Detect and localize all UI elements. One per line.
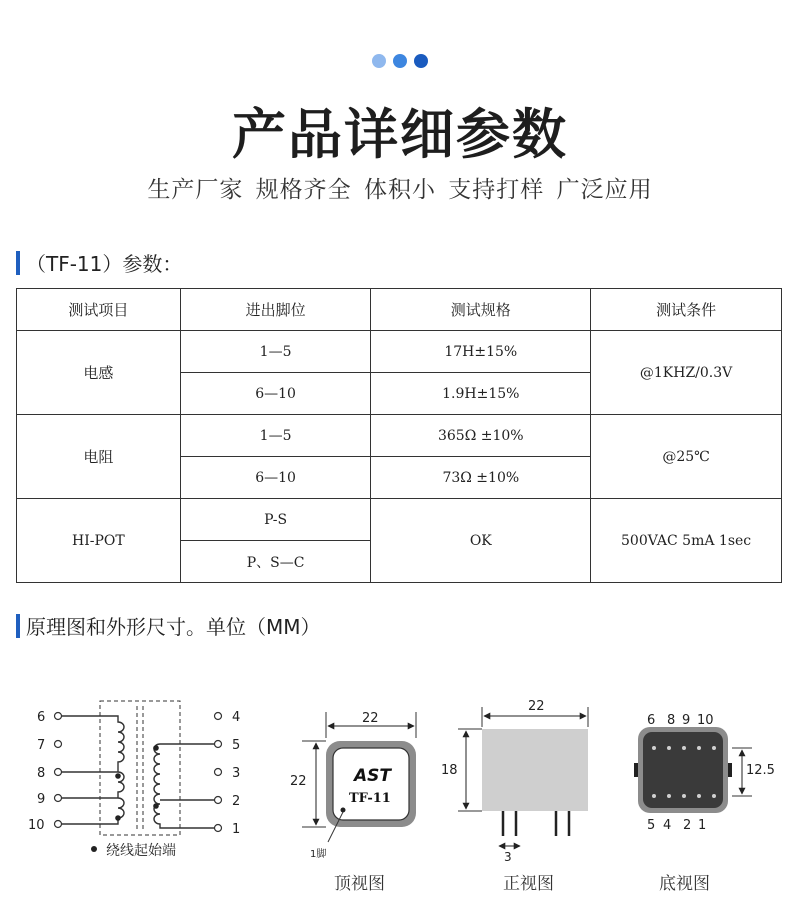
table-header-row xyxy=(17,289,782,331)
bottom-pin-label: 10 xyxy=(697,713,714,728)
bottom-view-diagram xyxy=(634,713,775,833)
params-heading xyxy=(16,248,182,277)
height-dim-label: 18 xyxy=(441,763,458,778)
model-label: TF-11 xyxy=(349,791,391,806)
pin-label: 8 xyxy=(37,766,46,781)
front-body xyxy=(482,729,588,811)
spec-cell: 17H±15% xyxy=(371,331,591,373)
pin-label: 6 xyxy=(37,710,46,725)
dot-dark xyxy=(414,54,428,68)
table-row xyxy=(17,415,782,457)
terminal xyxy=(55,821,62,828)
legend-dot xyxy=(91,846,97,852)
pin-hole xyxy=(697,746,701,750)
heading-accent-bar xyxy=(16,614,20,638)
schematic-diagram xyxy=(28,701,240,859)
core-outline xyxy=(100,701,180,835)
winding-start-dot xyxy=(115,773,121,779)
heading-accent-bar xyxy=(16,251,20,275)
pin-hole xyxy=(667,794,671,798)
pin-cell: P、S—C xyxy=(180,541,371,583)
bottom-pin-label: 4 xyxy=(663,818,672,833)
top-view-diagram xyxy=(290,711,416,860)
test-item-resistance: 电阻 xyxy=(17,415,181,499)
bottom-pin-label: 1 xyxy=(698,818,707,833)
pin-label: 3 xyxy=(232,766,241,781)
condition-cell: @25℃ xyxy=(591,415,782,499)
height-dim-label: 22 xyxy=(290,774,307,789)
dot-medium xyxy=(393,54,407,68)
pin-hole xyxy=(712,746,716,750)
condition-cell: 500VAC 5mA 1sec xyxy=(591,499,782,583)
terminal xyxy=(55,741,62,748)
pin-cell: 6—10 xyxy=(180,457,371,499)
bottom-pin-label: 9 xyxy=(682,713,691,728)
spec-cell: OK xyxy=(371,499,591,583)
front-view-diagram xyxy=(441,699,588,864)
pin-hole xyxy=(697,794,701,798)
pin-cell: 1—5 xyxy=(180,331,371,373)
bottom-view-caption: 底视图 xyxy=(659,874,710,894)
secondary-coil xyxy=(154,744,216,828)
pin-hole xyxy=(682,746,686,750)
column-header: 进出脚位 xyxy=(180,289,371,331)
pin1-marker xyxy=(341,808,346,813)
condition-cell: @1KHZ/0.3V xyxy=(591,331,782,415)
top-view-caption: 顶视图 xyxy=(334,874,385,894)
bottom-pin-label: 6 xyxy=(647,713,656,728)
pin-cell: 1—5 xyxy=(180,415,371,457)
pitch-dim-label: 3 xyxy=(504,850,512,864)
pin-hole xyxy=(667,746,671,750)
spec-cell: 365Ω ±10% xyxy=(371,415,591,457)
pin-label: 9 xyxy=(37,792,46,807)
pin-label: 4 xyxy=(232,710,241,725)
pin-label: 5 xyxy=(232,738,241,753)
dot-light xyxy=(372,54,386,68)
winding-start-note: 绕线起始端 xyxy=(106,843,176,859)
height-dim-label: 12.5 xyxy=(746,763,775,778)
terminal xyxy=(215,797,222,804)
primary-coil xyxy=(60,716,124,824)
column-header: 测试条件 xyxy=(591,289,782,331)
pin-cell: P-S xyxy=(180,499,371,541)
pin-hole xyxy=(682,794,686,798)
pin1-label: 1脚 xyxy=(310,849,327,860)
terminal xyxy=(55,795,62,802)
pin-label: 7 xyxy=(37,738,46,753)
pin-label: 2 xyxy=(232,794,241,809)
pin-label: 10 xyxy=(28,818,45,833)
width-dim-label: 22 xyxy=(528,699,545,714)
diagram-heading xyxy=(16,611,321,640)
bottom-pin-label: 5 xyxy=(647,818,656,833)
decorative-dots xyxy=(0,54,800,68)
diagram-heading-text: 原理图和外形尺寸。单位（MM） xyxy=(26,615,321,639)
terminal xyxy=(215,769,222,776)
params-heading-text: （TF-11）参数： xyxy=(26,252,183,276)
terminal xyxy=(55,713,62,720)
front-view-caption: 正视图 xyxy=(503,874,554,894)
pin-hole xyxy=(652,794,656,798)
test-item-hipot: HI-POT xyxy=(17,499,181,583)
page-subtitle: 生产厂家 规格齐全 体积小 支持打样 广泛应用 xyxy=(147,177,653,203)
winding-start-dot xyxy=(153,745,159,751)
terminal xyxy=(215,713,222,720)
pin-label: 1 xyxy=(232,822,241,837)
bottom-pin-label: 2 xyxy=(683,818,692,833)
winding-start-dot xyxy=(115,815,121,821)
terminal xyxy=(55,769,62,776)
pin-hole xyxy=(712,794,716,798)
spec-cell: 73Ω ±10% xyxy=(371,457,591,499)
parameter-table xyxy=(16,288,782,583)
column-header: 测试项目 xyxy=(17,289,181,331)
page-title: 产品详细参数 xyxy=(232,103,568,166)
pin-cell: 6—10 xyxy=(180,373,371,415)
width-dim-label: 22 xyxy=(362,711,379,726)
brand-logo: AST xyxy=(354,766,391,786)
winding-start-dot xyxy=(153,803,159,809)
table-row xyxy=(17,331,782,373)
terminal xyxy=(215,741,222,748)
terminal xyxy=(215,825,222,832)
pin-hole xyxy=(652,746,656,750)
bottom-pin-label: 8 xyxy=(667,713,676,728)
test-item-inductance: 电感 xyxy=(17,331,181,415)
column-header: 测试规格 xyxy=(371,289,591,331)
table-row xyxy=(17,499,782,541)
spec-cell: 1.9H±15% xyxy=(371,373,591,415)
